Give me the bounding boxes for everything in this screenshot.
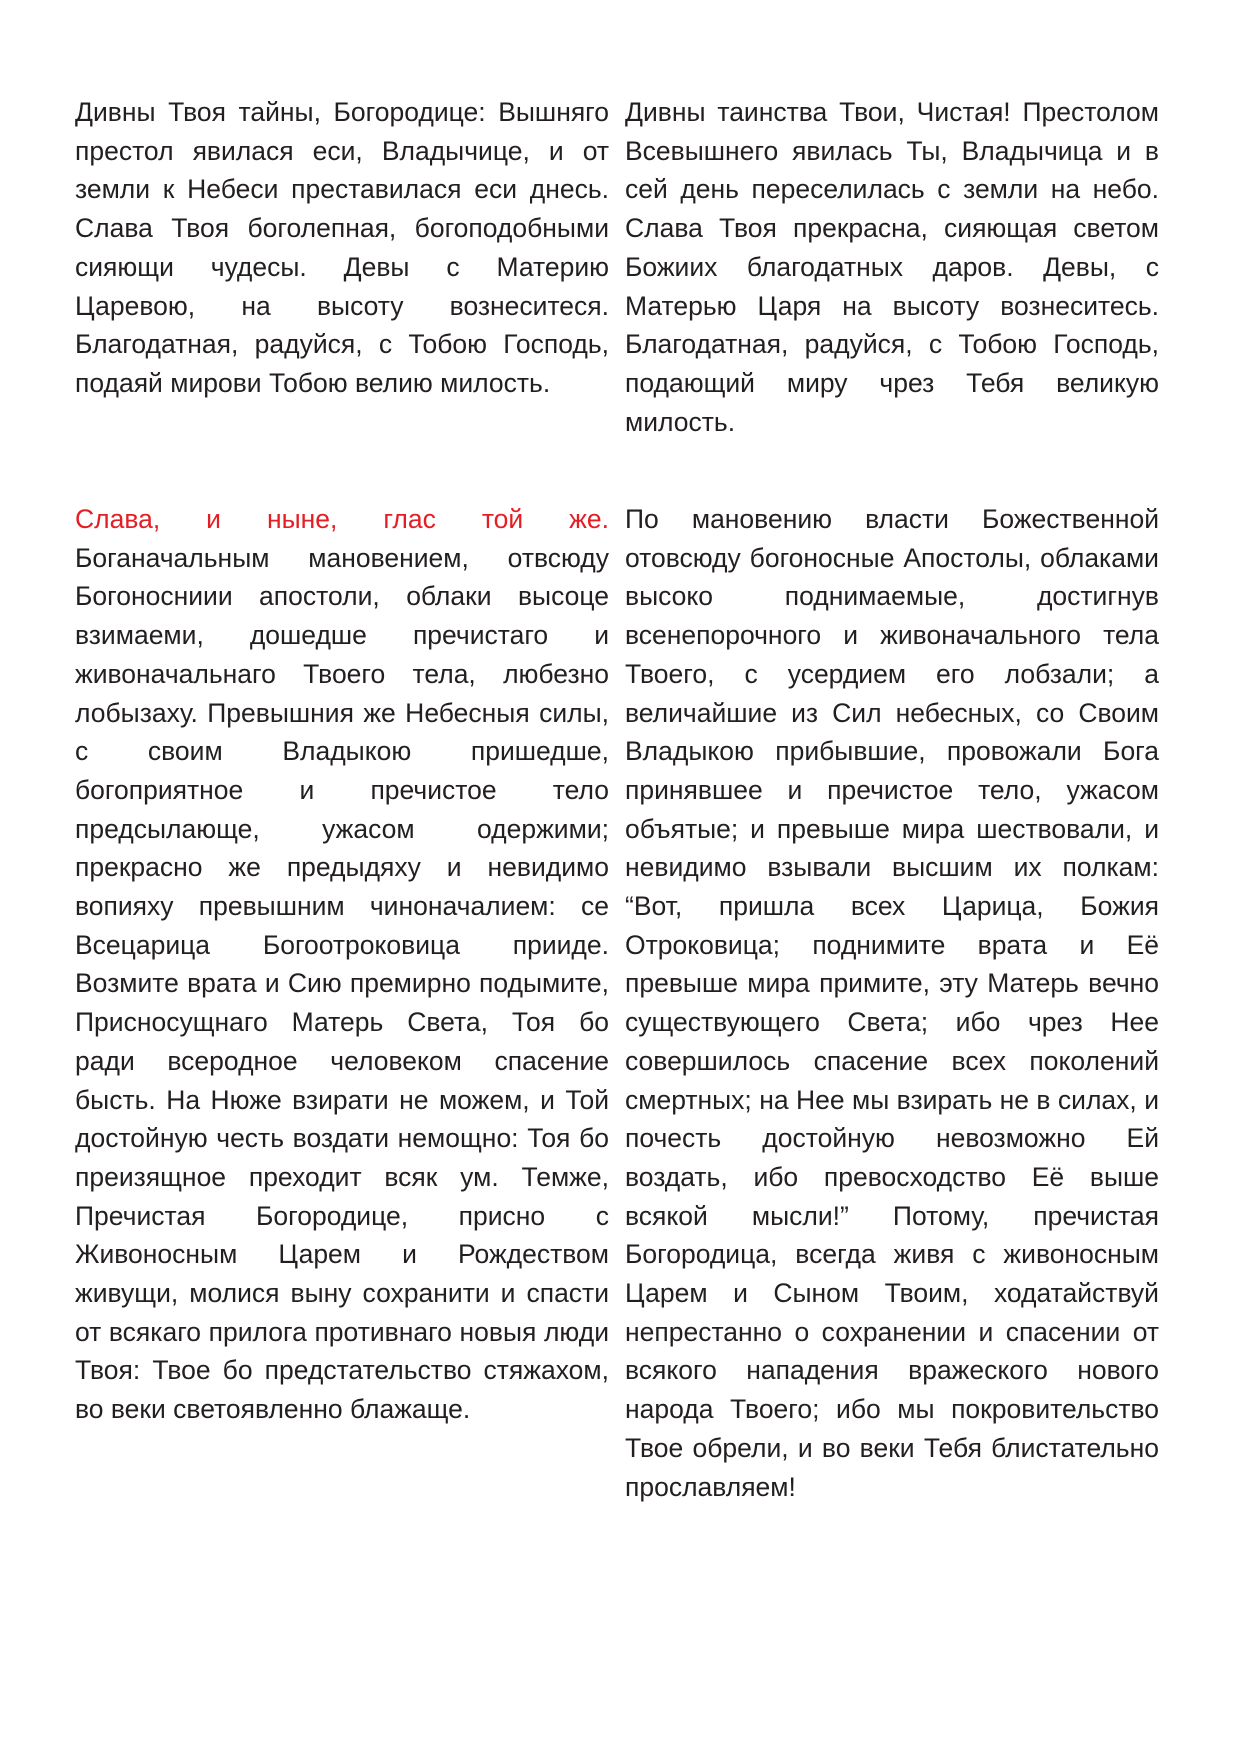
slavonic-paragraph-2 xyxy=(75,500,609,1429)
russian-text-1: Дивны таинства Твои, Чистая! Престолом Всевышнего явилась Ты, Владычица и в сей день переселилась с земли на небо. Слава Твоя прекрасна, сияющая светом Божиих благодатных даров. Девы, с Матерью Царя на высоту вознеситесь. Благодатная, радуйся, с Тобою Господь, подающий миру чрез Тебя великую милость. xyxy=(625,97,1159,437)
slavonic-text-2: Боганачальным мановением, отвсюду Богоносниии апостоли, облаки высоце взимаеми, дошедше пречистаго и живоначальнаго Твоего тела, любезно лобызаху. Превышния же Небесныя силы, с своим Владыкою пришедше, богоприятное и пречистое тело предсылающе, ужасом одержими; прекрасно же предыдяху и невидимо вопияху превышним чиноначалием: се Всецарица Богоотроковица прииде. Возмите врата и Сию премирно подымите, Присносущнаго Матерь Света, Тоя бо ради всеродное человеком спасение бысть. На Нюже взирати не можем, и Той достойную честь воздати немощно: Тоя бо преизящное преходит всяк ум. Темже, Пречистая Богородице, присно с Живоносным Царем и Рождеством живущи, молися выну сохранити и спасти от всякаго прилога противнаго новыя люди Твоя: Твое бо предстательство стяжахом, во веки светоявленно блажаще. xyxy=(75,542,609,1425)
slavonic-paragraph-1 xyxy=(75,93,609,403)
slavonic-text-1: Дивны Твоя тайны, Богородице: Вышняго престол явилася еси, Владычице, и от земли к Небеси преставилася еси днесь. Слава Твоя боголепная, богоподобными сияющи чудесы. Девы с Материю Царевою, на высоту вознеситеся. Благодатная, радуйся, с Тобою Господь, подаяй мирови Тобою велию милость. xyxy=(75,97,609,398)
rubric-heading: Слава, и ныне, глас той же. xyxy=(75,504,609,534)
russian-text-2: По мановению власти Божественной отовсюду богоносные Апостолы, облаками высоко поднимаемые, достигнув всенепорочного и живоначального тела Твоего, с усердием его лобзали; а величайшие из Сил небесных, со Своим Владыкою прибывшие, провожали Бога принявшее и пречистое тело, ужасом объятые; и превыше мира шествовали, и невидимо взывали высшим их полкам: “Вот, пришла всех Царица, Божия Отроковица; поднимите врата и Её превыше мира примите, эту Матерь вечно существующего Света; ибо чрез Нее совершилось спасение всех поколений смертных; на Нее мы взирать не в силах, и почесть достойную невозможно Ей воздать, ибо превосходство Её выше всякой мысли!” Потому, пречистая Богородица, всегда живя с живоносным Царем и Сыном Твоим, ходатайствуй непрестанно о сохранении и спасении от всякого нападения вражеского нового народа Твоего; ибо мы покровительство Твое обрели, и во веки Тебя блистательно прославляем! xyxy=(625,504,1159,1502)
russian-paragraph-1 xyxy=(625,93,1159,441)
russian-paragraph-2 xyxy=(625,500,1159,1506)
